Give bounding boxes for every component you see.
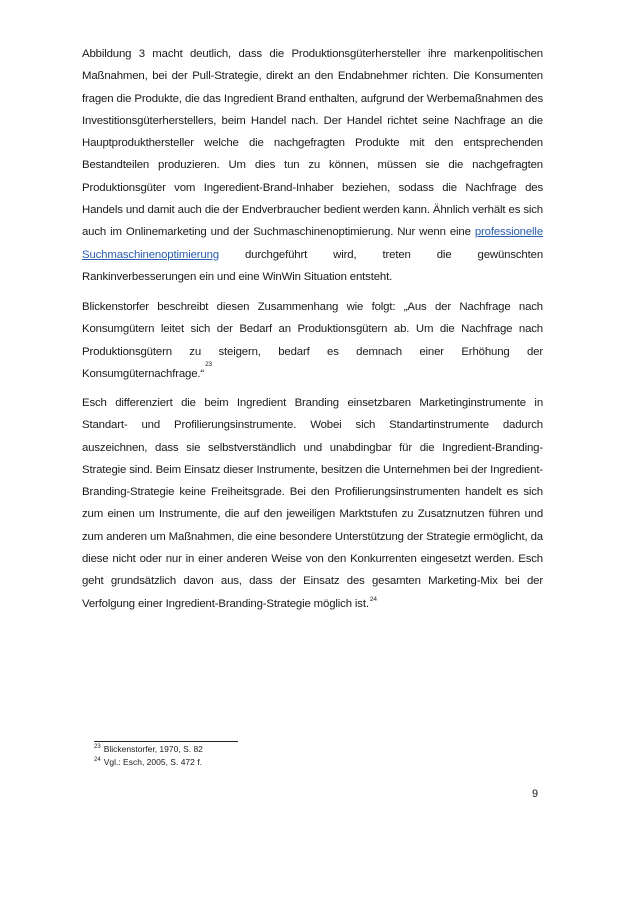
footnote [94,744,203,757]
footnote [94,757,202,770]
footnote-text: Vgl.: Esch, 2005, S. 472 f. [103,757,202,767]
paragraph-text: Esch differenziert die beim Ingredient Branding einsetzbaren Marketinginstrumente in Standart- und Profilierungsinstrumente. Wobei sich Standartinstrumente dadurch auszeichnen, dass sie selbstverständlich und unabdingbar für die Ingredient-Branding- Strategie sind. Beim Einsatz dieser Instrumente, besitzen die Unternehmen bei der Ingredient- Branding-Strategie keine Freiheitsgrade. Bei den Profilierungsinstrumenten handelt es sich zum einen um Instrumente, die auf den jeweiligen Marktstufen zu Zusatznutzen führen und zum anderen um Maßnahmen, die eine besondere Unterstützung der Strategie ermöglicht, da diese nicht oder nur in einer anderen Weise von den Konkurrenten eingesetzt werden. Esch geht grundsätzlich davon aus, dass der Einsatz des gesamten Marketing-Mix bei der Verfolgung einer Ingredient-Branding-Strategie möglich ist. [82,397,543,610]
footnote-reference[interactable]: 23 [205,361,213,369]
paragraph-esch-instruments [82,392,543,615]
footnote-number: 23 [94,744,101,750]
paragraph-text: Blickenstorfer beschreibt diesen Zusammenhang wie folgt: „Aus der Nachfrage nach Konsumgütern leitet sich der Bedarf an Produktionsgütern ab. Um die Nachfrage nach Produktionsgütern zu steigern, bedarf es demnach einer Erhöhung der Konsumgüternachfrage.“ [82,301,543,380]
page-number: 9 [532,788,539,800]
footnote-text: Blickenstorfer, 1970, S. 82 [103,744,203,754]
paragraph-text: Abbildung 3 macht deutlich, dass die Produktionsgüterhersteller ihre markenpolitischen Maßnahmen, bei der Pull-Strategie, direkt an den Endabnehmer richten. Die Konsumenten fragen die Produkte, die das Ingredient Brand enthalten, aufgrund der Werbemaßnahmen des Investitionsgüterherstellers, beim Handel nach. Der Handel richtet seine Nachfrage an die Hauptprodukthersteller welche die nachgefragten Produkte mit den entsprechenden Bestandteilen produzieren. Um dies tun zu können, müssen sie die nachgefragten Produktionsgüter vom Ingeredient-Brand-Inhaber beziehen, sodass die Nachfrage des Handels und damit auch die der Endverbraucher bedient werden kann. Ähnlich verhält es sich auch im Onlinemarketing und der Suchmaschinenoptimierung. Nur wenn eine [82,48,543,239]
seo-link[interactable]: professionelle Suchmaschinenoptimierung [82,226,543,261]
paragraph-text: durchgeführt wird, treten die gewünschten Rankinverbesserungen ein und eine WinWin Situation entsteht. [82,248,543,283]
footnote-reference[interactable]: 24 [369,595,377,603]
paragraph-pull-strategy [82,43,543,288]
paragraph-blickenstorfer-quote [82,296,543,385]
footnote-number: 24 [94,757,101,763]
footnote-separator [94,741,238,742]
